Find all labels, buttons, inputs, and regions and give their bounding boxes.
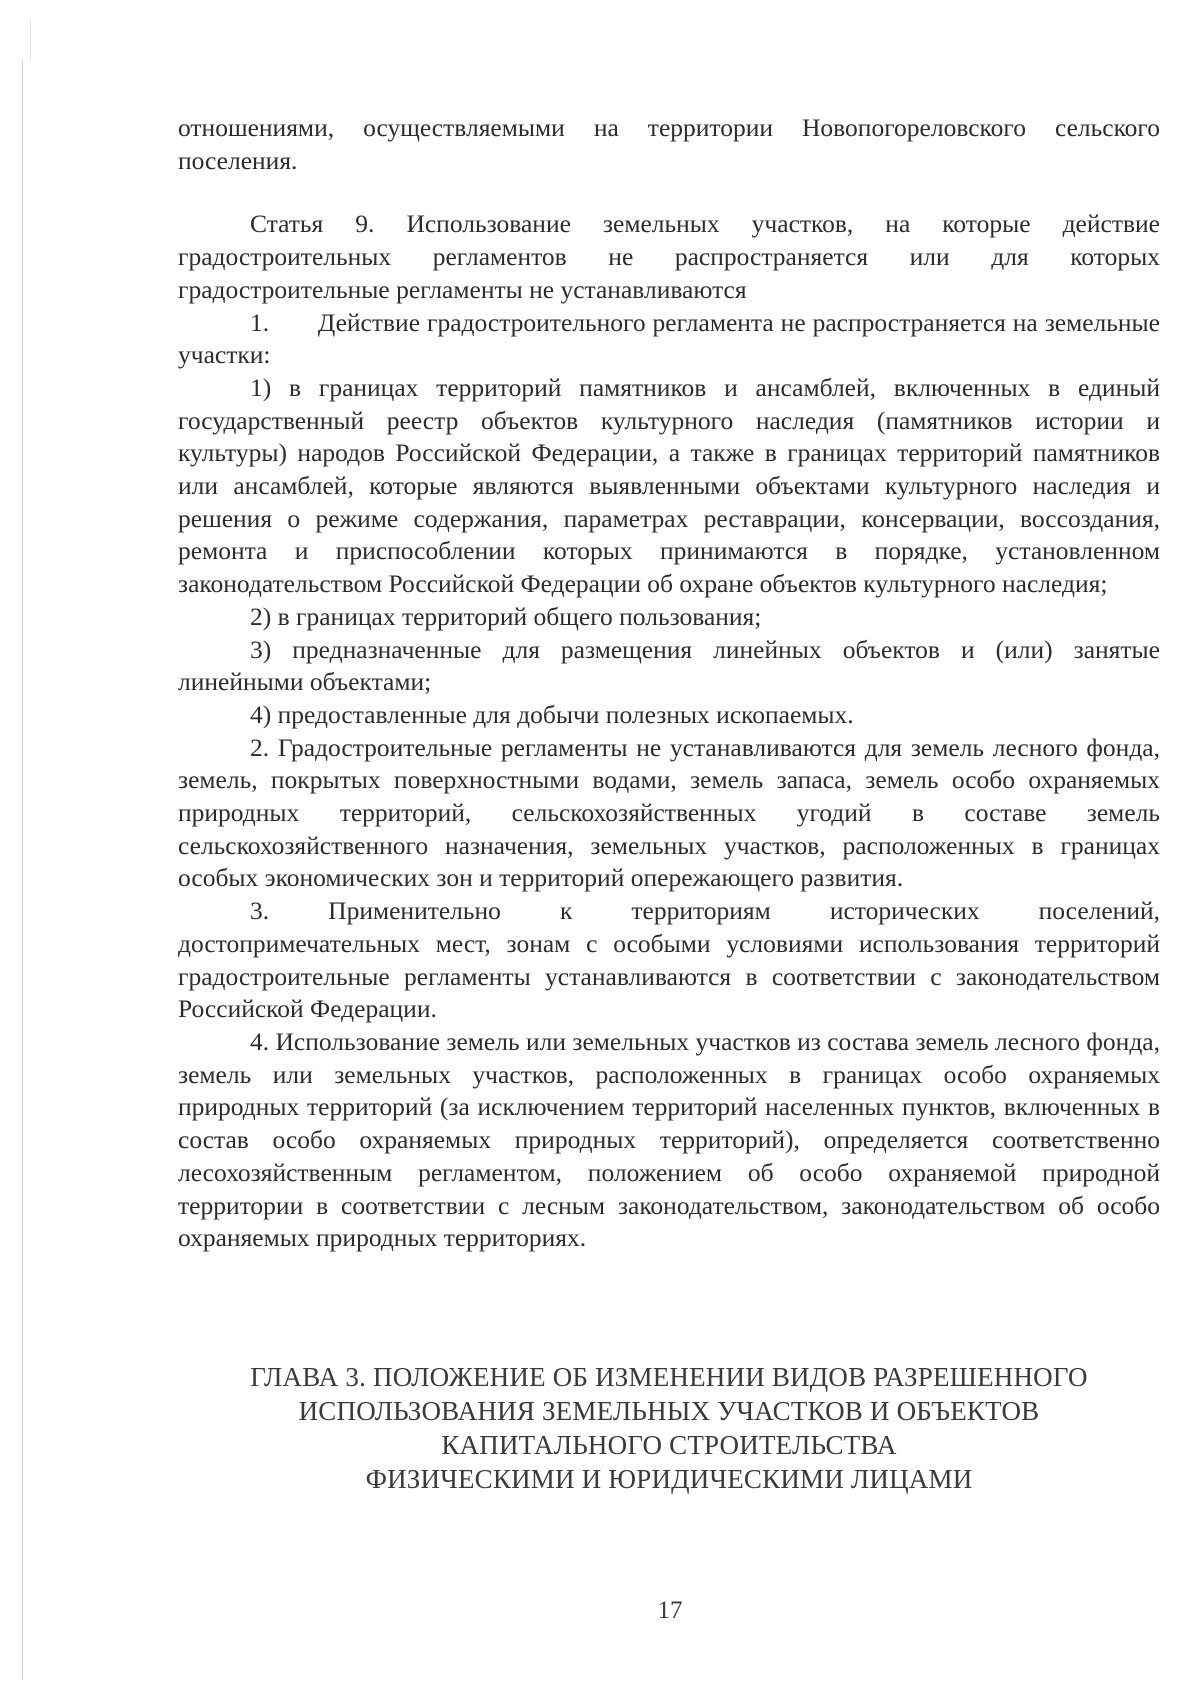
chapter-heading-line: ИСПОЛЬЗОВАНИЯ ЗЕМЕЛЬНЫХ УЧАСТКОВ И ОБЪЕКТОВ [298, 1396, 1040, 1426]
paragraph-1: 1. Действие градостроительного регламента не распространяется на земельные участки: [178, 307, 1167, 370]
scan-edge [22, 60, 23, 1680]
chapter-heading-line: КАПИТАЛЬНОГО СТРОИТЕЛЬСТВА [441, 1430, 897, 1460]
document-body [178, 112, 1167, 1255]
paragraph-1-item-1: 1) в границах территорий памятников и ансамблей, включенных в единый государственный реестр объектов культурного наследия (памятников истории и культуры) народов Российской Федерации, а также в границах территорий памятников или ансамблей, которые являются выявленными объектами культурного наследия и решения о режиме содержания, параметрах реставрации, консервации, воссоздания, ремонта и приспособлении которых принимаются в порядке, установленном законодательством Российской Федерации об охране объектов культурного наследия; [178, 372, 1160, 599]
page-number: 17 [657, 1597, 683, 1624]
paragraph-2: 2. Градостроительные регламенты не устанавливаются для земель лесного фонда, земель, покрытых поверхностными водами, земель запаса, земель особо охраняемых природных территорий, сельскохозяйственных угодий в составе земель сельскохозяйственного назначения, земельных участков, расположенных в границах особых экономических зон и территорий опережающего развития. [178, 732, 1160, 893]
chapter-heading [178, 1360, 1160, 1496]
paragraph-4: 4. Использование земель или земельных участков из состава земель лесного фонда, земель или земельных участков, расположенных в границах особо охраняемых природных территорий (за исключением территорий населенных пунктов, включенных в состав особо охраняемых природных территорий), определяется соответственно лесохозяйственным регламентом, положением об особо охраняемой природной территории в соответствии с лесным законодательством, законодательством об особо охраняемых природных территориях. [178, 1026, 1160, 1253]
article-title: Статья 9. Использование земельных участков, на которые действие градостроительных регламентов не распространяется или для которых градостроительные регламенты не устанавливаются [178, 209, 1160, 304]
scan-edge-top [30, 20, 31, 60]
intro-paragraph: отношениями, осуществляемыми на территории Новопогореловского сельского поселения. [178, 113, 1160, 175]
paragraph-3: 3. Применительно к территориям исторических поселений, достопримечательных мест, зонам с особыми условиями использования территорий градостроительные регламенты устанавливаются в соответствии с законодательством Российской Федерации. [178, 896, 1167, 1024]
chapter-heading-line: ФИЗИЧЕСКИМИ И ЮРИДИЧЕСКИМИ ЛИЦАМИ [365, 1464, 973, 1494]
paragraph-1-item-3: 3) предназначенные для размещения линейных объектов и (или) занятые линейными объектами; [178, 634, 1160, 697]
chapter-heading-line: ГЛАВА 3. ПОЛОЖЕНИЕ ОБ ИЗМЕНЕНИИ ВИДОВ РАЗРЕШЕННОГО [250, 1362, 1088, 1392]
paragraph-1-item-2: 2) в границах территорий общего пользования; [250, 601, 762, 631]
paragraph-1-item-4: 4) предоставленные для добычи полезных ископаемых. [250, 699, 854, 729]
